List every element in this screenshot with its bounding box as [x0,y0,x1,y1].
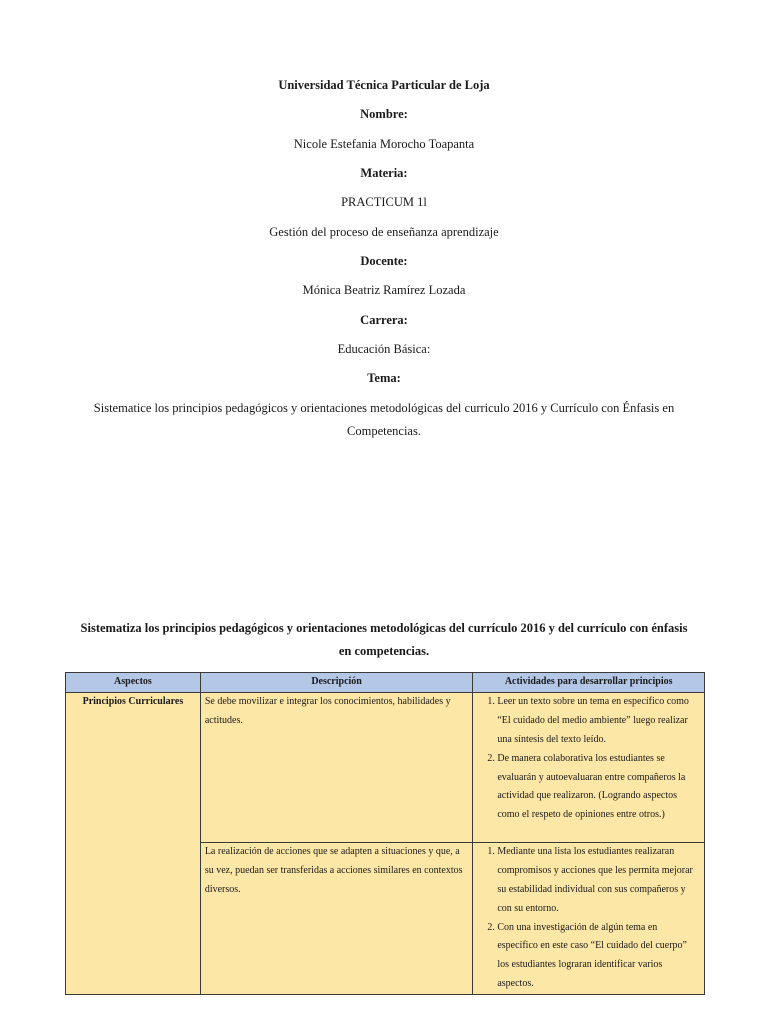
section-title-line-1: Sistematiza los principios pedagógicos y orientaciones metodológicas del currículo 2016 y del currículo con énfasis [80,621,688,635]
activities-cell [473,842,705,994]
subject-label: Materia: [360,166,408,180]
teacher-label: Docente: [360,254,408,268]
name-value: Nicole Estefania Morocho Toapanta [293,137,475,151]
subject-value: PRACTICUM 1l [341,195,427,209]
activity-item: 2. Con una investigación de algún tema en específico en este caso “El cuidado del cuerpo” los estudiantes lograran identificar varios aspectos. [497,919,700,995]
header-actividades: Actividades para desarrollar principios [473,673,705,693]
topic-line-1: Sistematice los principios pedagógicos y orientaciones metodológicas del curriculo 2016 y Currículo con Énfasis en [93,401,675,415]
activities-list [477,843,700,994]
header-aspectos: Aspectos [66,673,201,693]
description-cell: La realización de acciones que se adapten a situaciones y que, a su vez, puedan ser transferidas a acciones similares en contextos diversos. [200,842,473,994]
name-label: Nombre: [360,107,408,121]
teacher-value: Mónica Beatriz Ramírez Lozada [302,283,466,297]
career-label: Carrera: [360,313,408,327]
topic-label: Tema: [367,371,401,385]
university-name: Universidad Técnica Particular de Loja [278,78,490,92]
principles-table [65,672,705,995]
section-title-line-2: en competencias. [338,644,430,658]
activity-item: 1. Mediante una lista los estudiantes realizaran compromisos y acciones que les permita mejorar su estabilidad individual con sus compañeros y con su entorno. [497,843,700,919]
topic-line-2: Competencias. [347,424,421,438]
career-value: Educación Básica: [337,342,431,356]
activities-cell [473,692,705,842]
table-header-row [66,673,705,693]
table-row [66,692,705,842]
aspect-cell: Principios Curriculares [66,692,201,994]
activity-item: 2. De manera colaborativa los estudiantes se evaluarán y autoevaluaran entre compañeros la actividad que realizaron. (Logrando aspectos como el respeto de opiniones entre otros.) [497,750,700,826]
subject-detail: Gestión del proceso de enseñanza aprendizaje [269,225,499,239]
header-descripcion: Descripción [200,673,473,693]
description-cell: Se debe movilizar e integrar los conocimientos, habilidades y actitudes. [200,692,473,842]
activities-list [477,693,700,825]
activity-item: 1. Leer un texto sobre un tema en específico como “El cuidado del medio ambiente” luego realizar una síntesis del texto leído. [497,693,700,750]
